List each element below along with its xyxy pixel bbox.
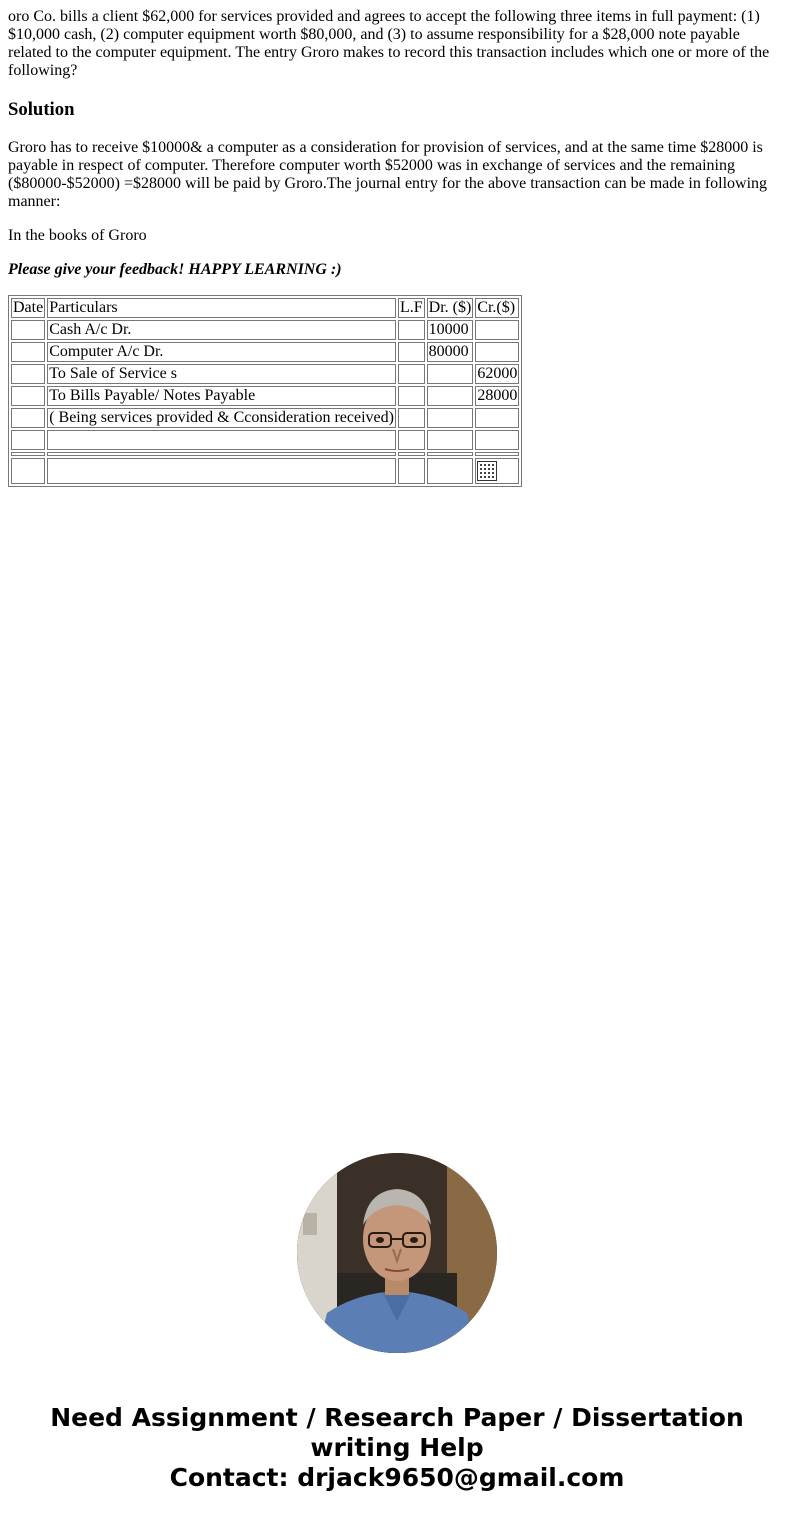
avatar	[297, 1153, 497, 1353]
table-row	[11, 458, 519, 484]
cell-lf	[398, 386, 425, 406]
cell-dr	[427, 458, 474, 484]
table-separator-row	[11, 452, 519, 456]
cell-cr: 28000	[477, 387, 518, 404]
table-row	[11, 342, 519, 362]
separator-cell	[475, 452, 519, 456]
main-content	[8, 8, 784, 487]
cell-particulars: Computer A/c Dr.	[47, 342, 396, 362]
separator-cell	[11, 452, 45, 456]
cell-dr	[427, 408, 474, 428]
table-row	[11, 320, 519, 340]
table-grid-icon[interactable]	[477, 461, 497, 481]
header-particulars: Particulars	[47, 298, 396, 318]
cell-cr	[475, 408, 519, 428]
cell-date	[11, 320, 45, 340]
cell-particulars: ( Being services provided & Cconsideration received)	[49, 409, 394, 426]
separator-cell	[47, 452, 396, 456]
header-date: Date	[13, 299, 44, 316]
cell-particulars: To Sale of Service s	[47, 364, 396, 384]
cell-cr: 62000	[477, 365, 518, 382]
header-dr: Dr. ($)	[428, 299, 472, 316]
cell-date	[11, 458, 45, 484]
table-header-row	[11, 298, 519, 318]
cell-lf	[398, 320, 425, 340]
question-text: oro Co. bills a client $62,000 for services provided and agrees to accept the following three items in full payment: (1) $10,000 cash, (2) computer equipment worth $80,000, and (3) to assume responsibility for a $28,000 note payable related to the computer equipment. The entry Groro makes to record this transaction includes which one or more of the following?	[8, 8, 770, 79]
table-row	[11, 386, 519, 406]
cell-particulars	[47, 458, 396, 484]
header-cr: Cr.($)	[475, 298, 519, 318]
cell-lf	[398, 342, 425, 362]
cell-cr	[475, 458, 519, 484]
cell-cr	[475, 342, 519, 362]
cell-date	[11, 430, 45, 450]
cell-date	[11, 342, 45, 362]
promo-banner	[0, 1403, 794, 1493]
cell-dr: 80000	[427, 342, 474, 362]
table-row	[11, 408, 519, 428]
table-row	[11, 364, 519, 384]
cell-date	[11, 408, 45, 428]
cell-lf	[398, 364, 425, 384]
promo-line-2: writing Help	[310, 1433, 484, 1462]
promo-contact[interactable]: Contact: drjack9650@gmail.com	[169, 1463, 625, 1492]
cell-lf	[398, 430, 425, 450]
header-lf: L.F	[399, 299, 423, 316]
cell-dr	[427, 364, 474, 384]
cell-date	[11, 364, 45, 384]
cell-cr	[475, 430, 519, 450]
separator-cell	[427, 452, 474, 456]
cell-cr	[475, 320, 519, 340]
cell-dr	[427, 386, 474, 406]
books-line: In the books of Groro	[8, 227, 147, 244]
separator-cell	[398, 452, 425, 456]
person-portrait-icon	[297, 1153, 497, 1353]
journal-entry-table	[8, 295, 522, 487]
cell-particulars	[47, 430, 396, 450]
cell-lf	[398, 458, 425, 484]
cell-dr: 10000	[427, 320, 474, 340]
cell-date	[11, 386, 45, 406]
promo-line-1: Need Assignment / Research Paper / Dissertation	[50, 1403, 744, 1432]
cell-dr	[427, 430, 474, 450]
cell-particulars: Cash A/c Dr.	[47, 320, 396, 340]
solution-heading: Solution	[8, 99, 75, 120]
feedback-line: Please give your feedback! HAPPY LEARNING :)	[8, 261, 342, 278]
cell-particulars: To Bills Payable/ Notes Payable	[47, 386, 396, 406]
cell-lf	[398, 408, 425, 428]
table-row	[11, 430, 519, 450]
solution-text: Groro has to receive $10000& a computer as a consideration for provision of services, and at the same time $28000 is payable in respect of computer. Therefore computer worth $52000 was in exchange of services and the remaining ($80000-$52000) =$28000 will be paid by Groro.The journal entry for the above transaction can be made in following manner:	[8, 139, 768, 210]
